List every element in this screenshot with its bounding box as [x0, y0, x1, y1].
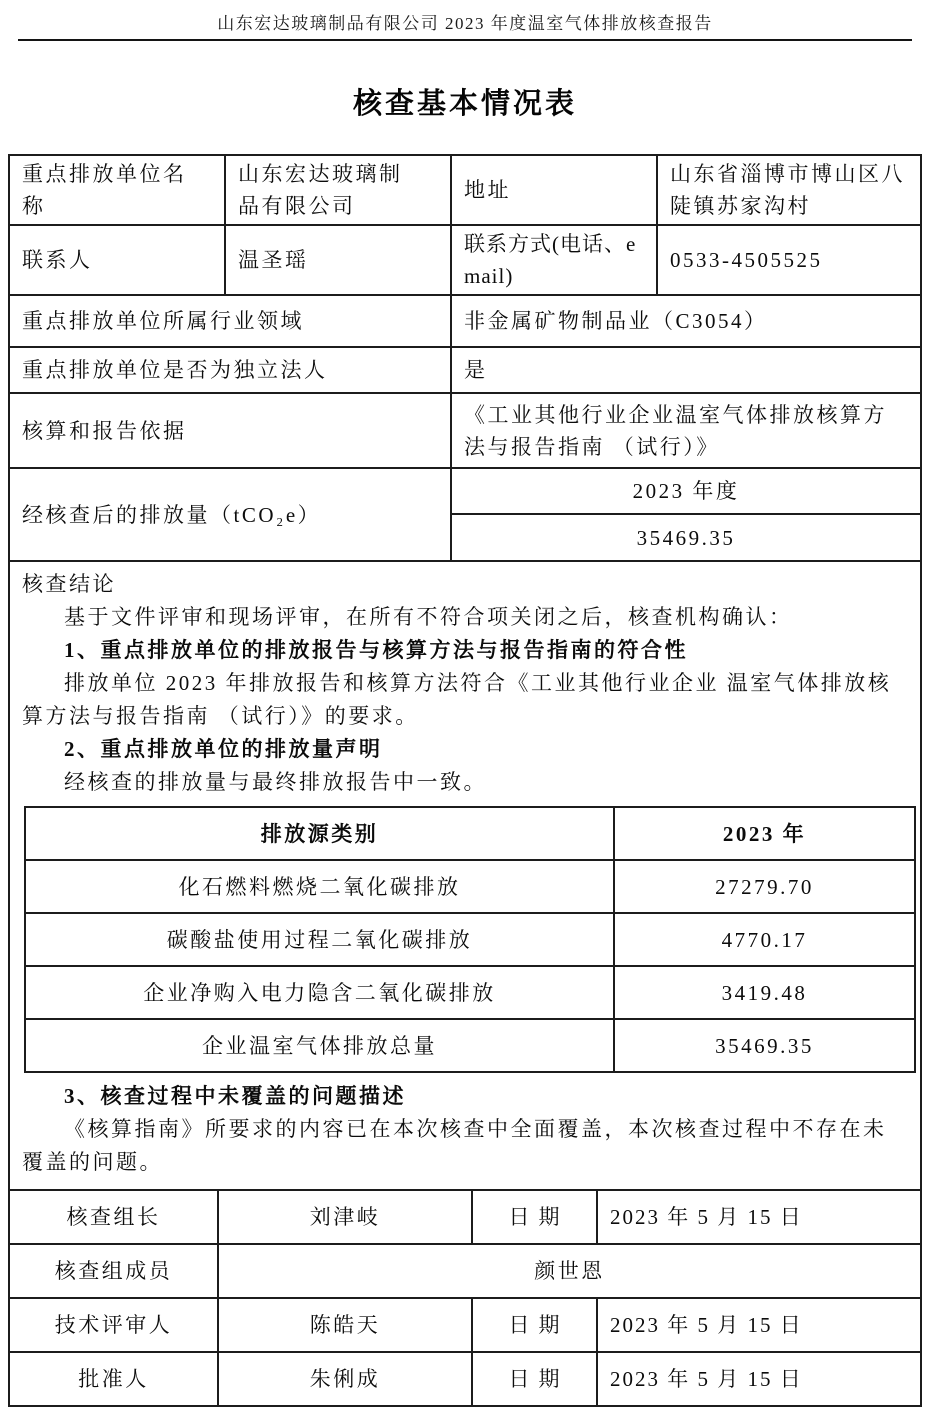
signature-date: 2023 年 5 月 15 日	[597, 1298, 921, 1352]
emissions-category: 碳酸盐使用过程二氧化碳排放	[25, 913, 614, 966]
basis-label: 核算和报告依据	[9, 393, 451, 468]
report-header-title: 山东宏达玻璃制品有限公司 2023 年度温室气体排放核查报告	[217, 14, 713, 33]
verified-emissions-value: 35469.35	[451, 514, 921, 561]
table-row	[25, 1019, 915, 1072]
emissions-value: 4770.17	[614, 913, 915, 966]
contact-label: 联系人	[9, 225, 225, 295]
conclusion-item3-body: 《核算指南》所要求的内容已在本次核查中全面覆盖，本次核查过程中不存在未覆盖的问题。	[22, 1117, 887, 1174]
table-row	[25, 913, 915, 966]
signature-role: 技术评审人	[9, 1298, 218, 1352]
emissions-year-header: 2023 年	[614, 807, 915, 860]
table-header-row	[25, 807, 915, 860]
emissions-value: 27279.70	[614, 860, 915, 913]
table-row	[25, 860, 915, 913]
unit-name-value: 山东宏达玻璃制品有限公司	[225, 155, 451, 225]
emissions-category: 企业净购入电力隐含二氧化碳排放	[25, 966, 614, 1019]
emissions-value: 35469.35	[614, 1019, 915, 1072]
signature-role: 核查组长	[9, 1190, 218, 1244]
signature-role: 核查组成员	[9, 1244, 218, 1298]
table-row	[9, 1298, 921, 1352]
emissions-category: 企业温室气体排放总量	[25, 1019, 614, 1072]
emissions-category: 化石燃料燃烧二氧化碳排放	[25, 860, 614, 913]
contact-method-label: 联系方式(电话、email)	[451, 225, 657, 295]
address-value: 山东省淄博市博山区八陡镇苏家沟村	[657, 155, 921, 225]
table-row	[9, 1352, 921, 1406]
emissions-category-header: 排放源类别	[25, 807, 614, 860]
conclusion-item2-title: 2、重点排放单位的排放量声明	[64, 737, 383, 761]
conclusion-section	[8, 562, 922, 1189]
date-label: 日期	[472, 1352, 597, 1406]
table-row	[9, 347, 921, 393]
table-row	[9, 295, 921, 347]
unit-name-label: 重点排放单位名称	[9, 155, 225, 225]
signature-date: 2023 年 5 月 15 日	[597, 1352, 921, 1406]
table-row	[25, 966, 915, 1019]
header-divider-rule	[18, 39, 912, 41]
date-label: 日期	[472, 1190, 597, 1244]
signature-name: 颜世恩	[218, 1244, 921, 1298]
contact-method-value: 0533-4505525	[657, 225, 921, 295]
signature-name: 陈皓天	[218, 1298, 472, 1352]
conclusion-item3-title: 3、核查过程中未覆盖的问题描述	[64, 1084, 406, 1108]
table-row	[9, 225, 921, 295]
table-row	[9, 393, 921, 468]
info-table	[8, 154, 922, 562]
verified-emissions-year: 2023 年度	[451, 468, 921, 514]
conclusion-item1-title: 1、重点排放单位的排放报告与核算方法与报告指南的符合性	[64, 638, 688, 662]
page-title: 核查基本情况表	[352, 88, 577, 120]
signature-date: 2023 年 5 月 15 日	[597, 1190, 921, 1244]
industry-label: 重点排放单位所属行业领域	[9, 295, 451, 347]
conclusion-intro: 基于文件评审和现场评审，在所有不符合项关闭之后，核查机构确认：	[64, 605, 793, 629]
table-row	[9, 468, 921, 514]
verification-basic-info-table	[8, 154, 922, 1407]
signature-role: 批准人	[9, 1352, 218, 1406]
address-label: 地址	[451, 155, 657, 225]
industry-value: 非金属矿物制品业（C3054）	[451, 295, 921, 347]
legal-entity-label: 重点排放单位是否为独立法人	[9, 347, 451, 393]
table-row	[9, 155, 921, 225]
table-row	[9, 1244, 921, 1298]
emissions-value: 3419.48	[614, 966, 915, 1019]
contact-value: 温圣瑶	[225, 225, 451, 295]
verified-emissions-label: 经核查后的排放量（tCO₂e）	[9, 468, 451, 561]
emissions-table	[24, 806, 916, 1073]
table-row	[9, 1190, 921, 1244]
basis-value: 《工业其他行业企业温室气体排放核算方法与报告指南 （试行）》	[451, 393, 921, 468]
signature-name: 刘津岐	[218, 1190, 472, 1244]
date-label: 日期	[472, 1298, 597, 1352]
conclusion-item2-body: 经核查的排放量与最终排放报告中一致。	[64, 770, 487, 794]
legal-entity-value: 是	[451, 347, 921, 393]
conclusion-heading: 核查结论	[22, 572, 116, 596]
conclusion-item1-body: 排放单位 2023 年排放报告和核算方法符合《工业其他行业企业 温室气体排放核算方法与报告指南 （试行）》的要求。	[22, 671, 892, 728]
signature-table	[8, 1189, 922, 1407]
signature-name: 朱俐成	[218, 1352, 472, 1406]
